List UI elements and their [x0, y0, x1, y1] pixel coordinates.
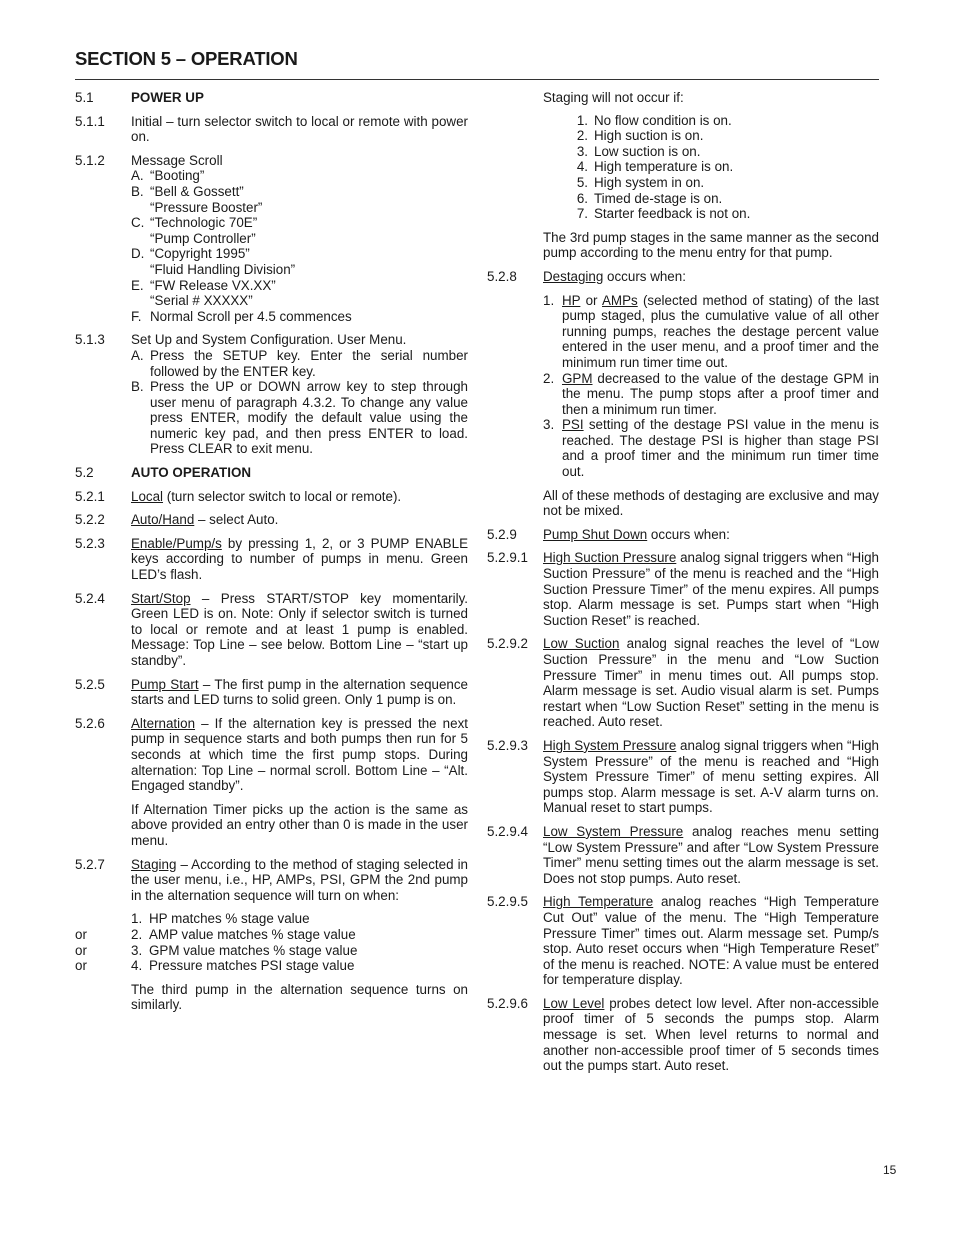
list-text: “FW Release VX.XX”: [150, 277, 276, 293]
list-item: [75, 958, 468, 974]
term-description: occurs when:: [603, 268, 686, 284]
term-description: analog reaches menu setting “Low System Pressure” and after “Low System Pressure Timer” menu setting times out the alarm message is set. Does not stop pumps. Auto reset.: [543, 823, 879, 886]
list-number: 2.: [131, 926, 143, 942]
list-number: 4.: [131, 958, 143, 974]
list-text: High temperature is on.: [594, 159, 734, 175]
list-text: “Serial # XXXXX”: [150, 293, 253, 309]
list-number: 1.: [576, 112, 588, 128]
section-text: [131, 512, 468, 528]
section-text: [543, 894, 879, 988]
section-text: Set Up and System Configuration. User Menu.: [131, 332, 407, 348]
underlined-term: High Temperature: [543, 894, 654, 910]
list-letter: E.: [131, 277, 144, 293]
list-item: [131, 184, 468, 200]
section-5-2: [75, 465, 468, 481]
underlined-term: Pump Start: [131, 676, 199, 692]
term-description: analog reaches “High Temperature Cut Out” value of the menu. The “High Temperature Pressure Timer” times out. Alarm message set. Pump/s stop. Auto reset occurs when “High Temperature Reset” of the menu is reached. NOTE: A value must be entered for temperature display.: [543, 894, 879, 988]
list-item: [487, 113, 879, 129]
list-text: “Copyright 1995”: [150, 246, 250, 262]
term-description: – If the alternation key is pressed the next pump in sequence starts and both pumps then run for 5 seconds at which time the first pump stops. During alternation: Top Line – normal scroll. Bottom Line – “Alt. Engaged standby”.: [131, 715, 468, 794]
section-heading: POWER UP: [131, 90, 204, 105]
page-number: 15: [883, 1163, 897, 1177]
section-5-2-8: [487, 269, 879, 285]
term-description: (turn selector switch to local or remote).: [163, 488, 402, 504]
list-letter: B.: [131, 379, 144, 395]
section-5-2-1: [75, 489, 468, 505]
staging-conditions-list: [75, 911, 468, 973]
underlined-term: HP: [562, 292, 581, 308]
section-text: [131, 536, 468, 583]
section-text: [543, 996, 879, 1074]
section-title: SECTION 5 – OPERATION: [75, 48, 298, 69]
section-number: 5.2.9.5: [487, 894, 528, 910]
section-5-2-4: [75, 591, 468, 669]
term-description: analog signal triggers when “High System Pressure” of the menu is reached and “High System Pressure Timer” of menu setting expires. All pumps stop. Alarm message is set. A-V alarm turns on. Manual reset to start pumps.: [543, 737, 879, 816]
list-item: [75, 927, 468, 943]
section-text: [131, 489, 468, 505]
list-number: 2.: [576, 128, 588, 144]
destage-exclusive-note: All of these methods of destaging are exclusive and may not be mixed.: [543, 487, 879, 519]
section-text: [131, 716, 468, 794]
left-column: [75, 90, 468, 1021]
term-description: occurs when:: [647, 526, 730, 542]
section-number: 5.2.3: [75, 535, 105, 551]
term-description: – According to the method of staging selected in the user menu, i.e., HP, AMPs, PSI, GPM the 2nd pump in the alternation sequence will turn on when:: [131, 856, 468, 903]
section-5-1: [75, 90, 468, 106]
title-rule: [75, 79, 879, 80]
section-5-2-7: [75, 857, 468, 904]
underlined-term: Staging: [131, 856, 177, 872]
underlined-term: Low Level: [543, 995, 605, 1011]
list-connector: [75, 911, 109, 927]
section-5-2-9: [487, 527, 879, 543]
underlined-term: Enable/Pump/s: [131, 535, 222, 551]
section-text: [131, 857, 468, 904]
list-text: “Bell & Gossett”: [150, 183, 244, 199]
underlined-term: Destaging: [543, 268, 604, 284]
list-text: “Pump Controller”: [150, 230, 256, 246]
section-5-2-9-2: [487, 636, 879, 730]
list-text: Pressure matches PSI stage value: [149, 958, 355, 974]
section-text: [543, 636, 879, 730]
section-number: 5.2.7: [75, 856, 105, 872]
section-text: [543, 824, 879, 886]
list-text: [562, 293, 879, 371]
list-item: [487, 206, 879, 222]
list-item: [487, 159, 879, 175]
list-letter: A.: [131, 347, 144, 363]
list-number: 6.: [576, 190, 588, 206]
list-item: [131, 348, 468, 379]
list-text: “Fluid Handling Division”: [150, 261, 296, 277]
section-number: 5.2.8: [487, 268, 517, 284]
section-number: 5.2.5: [75, 676, 105, 692]
list-item: [543, 293, 879, 371]
underlined-term: High Suction Pressure: [543, 550, 677, 566]
list-text: GPM value matches % stage value: [149, 942, 358, 958]
section-number: 5.2.9.1: [487, 550, 528, 566]
section-5-2-9-5: [487, 894, 879, 988]
section-number: 5.2.9.4: [487, 823, 528, 839]
section-5-2-6: [75, 716, 468, 794]
term-description: decreased to the value of the destage GPM in the menu. The pump stops after a proof timer and then a minimum run timer.: [562, 370, 879, 417]
underlined-term: AMPs: [602, 292, 638, 308]
list-letter: A.: [131, 168, 144, 184]
section-5-2-5: [75, 677, 468, 708]
section-body: [131, 332, 468, 457]
section-text: [543, 738, 879, 816]
underlined-term: Pump Shut Down: [543, 526, 648, 542]
underlined-term: PSI: [562, 417, 584, 433]
list-item: [487, 144, 879, 160]
list-connector: or: [75, 942, 87, 958]
list-number: 3.: [131, 942, 143, 958]
section-text: [543, 550, 879, 628]
section-text: [543, 269, 879, 285]
underlined-term: Auto/Hand: [131, 512, 195, 528]
list-text: [562, 371, 879, 418]
list-number: 4.: [576, 159, 588, 175]
section-5-2-9-6: [487, 996, 879, 1074]
destage-methods-list: [543, 293, 879, 480]
section-number: 5.1.1: [75, 113, 105, 129]
section-number: 5.2.6: [75, 715, 105, 731]
list-item: [487, 128, 879, 144]
section-number: 5.1.3: [75, 332, 105, 348]
alternation-timer-note: If Alternation Timer picks up the action is the same as above provided an entry other than 0 is made in the user menu.: [131, 801, 468, 848]
list-text: No flow condition is on.: [594, 112, 732, 128]
section-text: Initial – turn selector switch to local or remote with power on.: [131, 113, 468, 145]
term-description: probes detect low level. After non-accessible proof timer of 5 seconds the pumps stop. Alarm message is set. When level returns to normal and another non-accessible proof timer of 5 seconds times out the pumps start. Auto reset.: [543, 995, 879, 1074]
list-text: High suction is on.: [594, 128, 704, 144]
section-number: 5.1: [75, 90, 94, 105]
list-item: [543, 371, 879, 418]
section-number: 5.2.4: [75, 590, 105, 606]
section-number: 5.2.9.2: [487, 636, 528, 652]
section-text: [131, 591, 468, 669]
list-text: Normal Scroll per 4.5 commences: [150, 308, 352, 324]
list-text: AMP value matches % stage value: [149, 926, 356, 942]
list-text: High system in on.: [594, 174, 705, 190]
section-text: Message Scroll: [131, 152, 223, 168]
section-5-2-9-4: [487, 824, 879, 886]
list-letter: C.: [131, 215, 145, 231]
section-body: [131, 153, 468, 325]
section-number: 5.2.9.3: [487, 737, 528, 753]
list-connector: or: [75, 926, 87, 942]
list-item: [487, 175, 879, 191]
message-scroll-list: [131, 168, 468, 324]
section-text: [131, 677, 468, 708]
section-5-2-9-1: [487, 550, 879, 628]
section-number: 5.2.1: [75, 488, 105, 504]
list-text: “Booting”: [150, 168, 205, 184]
section-5-2-3: [75, 536, 468, 583]
list-text: Timed de-stage is on.: [594, 190, 723, 206]
term-description: analog signal triggers when “High Suction Pressure” of the menu is reached and the “High Suction Pressure Timer” of the menu expires. All pumps stop. Alarm message is set. Pumps start when “High Suction Reset” is reached.: [543, 550, 879, 628]
list-item: [131, 215, 468, 231]
section-text: [543, 527, 879, 543]
section-number: 5.1.2: [75, 152, 105, 168]
section-5-2-9-3: [487, 738, 879, 816]
list-connector: or: [75, 958, 87, 974]
list-item: [131, 168, 468, 184]
term-description: – select Auto.: [194, 512, 279, 528]
term-description: setting of the destage PSI value in the menu is reached. The destage PSI is higher than stage PSI and a proof timer and the minimum run timer time out.: [562, 417, 879, 480]
list-text: “Pressure Booster”: [150, 199, 263, 215]
section-number: 5.2.9: [487, 526, 517, 542]
third-pump-stages-note: The 3rd pump stages in the same manner as the second pump according to the menu entry for that pump.: [543, 229, 879, 261]
list-item: [131, 379, 468, 457]
list-letter: B.: [131, 183, 144, 199]
section-5-1-3: [75, 332, 468, 457]
section-5-2-2: [75, 512, 468, 528]
list-item: [543, 417, 879, 479]
third-pump-note: The third pump in the alternation sequence turns on similarly.: [131, 981, 468, 1013]
list-text: [562, 417, 879, 479]
list-item: [131, 278, 468, 294]
underlined-term: Low System Pressure: [543, 823, 684, 839]
list-text: HP matches % stage value: [149, 911, 310, 927]
list-text: Low suction is on.: [594, 143, 701, 159]
underlined-term: Low Suction: [543, 636, 620, 652]
term-description: by pressing 1, 2, or 3 PUMP ENABLE keys according to number of pumps in menu. Green LED’s flash.: [131, 535, 468, 583]
list-text: “Technologic 70E”: [150, 215, 258, 231]
term-description: – The first pump in the alternation sequence starts and LED turns to solid green. Only 1 pump is on.: [131, 676, 468, 708]
list-text: Press the UP or DOWN arrow key to step through user menu of paragraph 4.3.2. To change any value press ENTER, modify the default value using the numeric key pad, and then press ENTER to load. Press CLEAR to exit menu.: [150, 379, 468, 457]
section-number: 5.2: [75, 465, 94, 481]
section-5-1-2: [75, 153, 468, 325]
list-letter: F.: [131, 308, 142, 324]
underlined-term: High System Pressure: [543, 737, 677, 753]
underlined-term: Alternation: [131, 715, 196, 731]
term-connector: or: [580, 292, 602, 308]
list-item: [131, 246, 468, 262]
list-text: Starter feedback is not on.: [594, 206, 751, 222]
list-letter: D.: [131, 246, 145, 262]
term-description: analog signal reaches the level of “Low Suction Pressure” in the menu and “Low Suction Pressure Timer” in menu times out. All pumps stop. Alarm message is set. Audio visual alarm is set. Pumps restart when “Low Suction Reset” setting in the menu is reached. Auto reset.: [543, 636, 879, 730]
list-item: [131, 309, 468, 325]
underlined-term: Local: [131, 488, 164, 504]
list-number: 5.: [576, 174, 588, 190]
list-item: [487, 191, 879, 207]
no-stage-list: [487, 113, 879, 222]
right-column: [487, 90, 879, 1082]
underlined-term: GPM: [562, 370, 593, 386]
list-item: [75, 911, 468, 927]
list-item: [75, 943, 468, 959]
underlined-term: Start/Stop: [131, 590, 191, 606]
no-stage-intro: Staging will not occur if:: [543, 90, 684, 105]
list-number: 1.: [131, 911, 143, 927]
section-heading: AUTO OPERATION: [131, 465, 252, 481]
section-5-1-1: [75, 114, 468, 145]
term-description: – Press START/STOP key momentarily. Green LED is on. Note: Only if selector switch is turned to local or remote and at least 1 pump is enabled. Message: Top Line – see below. Bottom Line – “start up standby”.: [131, 590, 468, 668]
list-text: Press the SETUP key. Enter the serial number followed by the ENTER key.: [150, 347, 468, 379]
section-number: 5.2.9.6: [487, 995, 528, 1011]
term-description: (selected method of stating) of the last pump staged, plus the cumulative value of all other running pumps, reaches the destage percent value entered in the user menu, and a proof timer and the minimum run timer time out.: [562, 292, 879, 370]
list-number: 1.: [543, 292, 555, 308]
list-number: 7.: [576, 206, 588, 222]
section-number: 5.2.2: [75, 512, 105, 528]
list-number: 2.: [543, 370, 555, 386]
list-number: 3.: [576, 143, 588, 159]
list-number: 3.: [543, 417, 555, 433]
